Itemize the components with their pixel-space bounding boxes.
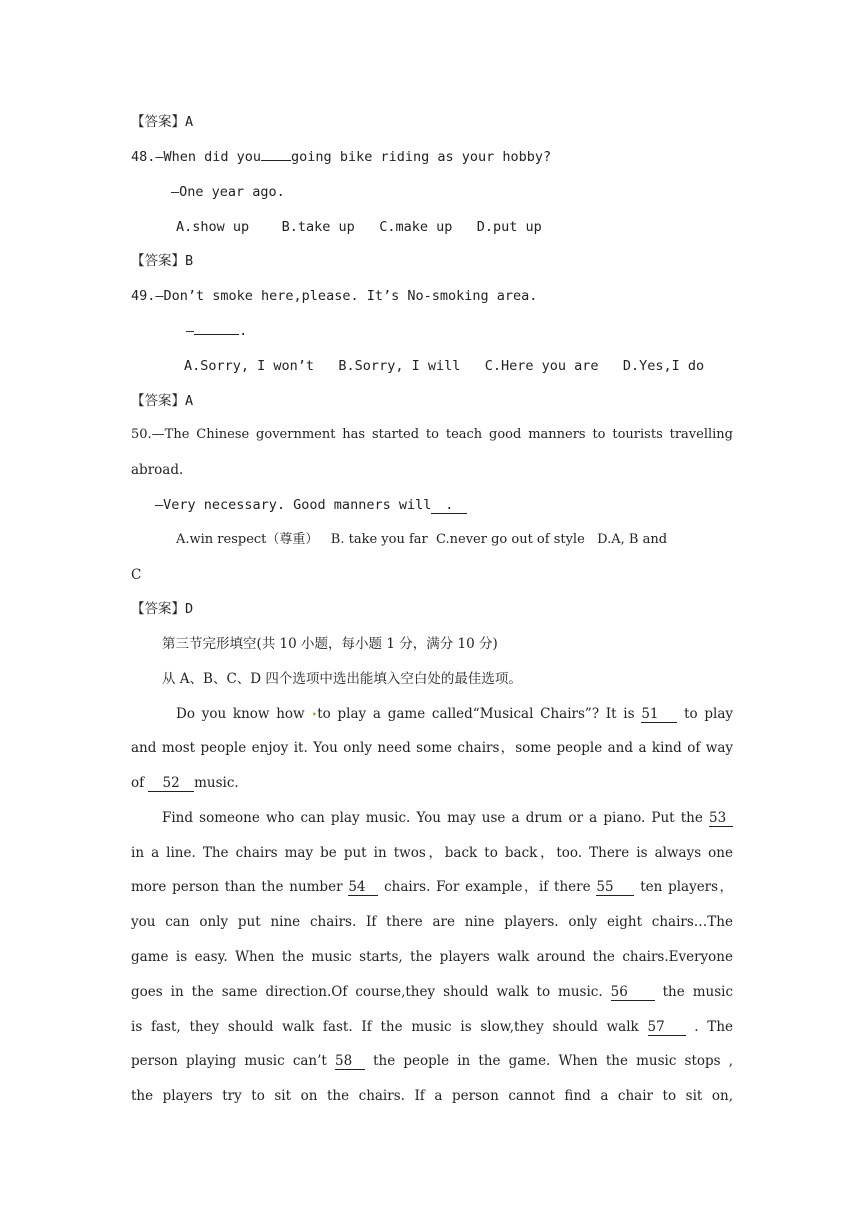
question-48-options: A.show up B.take up C.make up D.put up xyxy=(176,219,542,235)
passage-text: person playing music can’t xyxy=(131,1053,327,1069)
passage-text: to play a game called“Musical Chairs”? It is xyxy=(317,706,635,722)
passage-line-3 xyxy=(131,773,239,793)
passage-line-11 xyxy=(131,1051,733,1071)
question-49-dash: — xyxy=(186,323,195,339)
passage-text: Find someone who can play music. You may use a drum or a piano. Put the xyxy=(162,810,703,826)
passage-text: to play xyxy=(684,706,733,722)
question-49: 49.—Don’t smoke here,please. It’s No-smoking area. xyxy=(131,288,538,304)
section-instruction: 从 A、B、C、D 四个选项中选出能填入空白处的最佳选项。 xyxy=(162,671,522,687)
passage-text: the music xyxy=(662,984,734,1000)
answer-blank-49 xyxy=(194,334,239,335)
passage-line-10 xyxy=(131,1017,733,1037)
answer-49: 【答案】A xyxy=(131,393,194,409)
bullet-dot-icon: • xyxy=(311,710,318,721)
question-50-reply-suffix: . xyxy=(445,497,454,513)
passage-text: of xyxy=(131,775,145,791)
question-48-reply: —One year ago. xyxy=(171,184,285,200)
blank-54: 54 xyxy=(348,879,378,896)
blank-56: 56 xyxy=(611,984,655,1001)
blank-55: 55 xyxy=(596,879,634,896)
answer-48: 【答案】B xyxy=(131,253,194,269)
passage-text: music. xyxy=(194,775,239,791)
passage-line-12: the players try to sit on the chairs. If a person cannot find a chair to sit on, xyxy=(131,1088,733,1104)
passage-text: chairs. For example，if there xyxy=(384,879,591,895)
passage-text: . The xyxy=(694,1019,733,1035)
question-48-suffix: going bike riding as your hobby? xyxy=(291,149,552,165)
question-49-options: A.Sorry, I won’t B.Sorry, I will C.Here you are D.Yes,I do xyxy=(184,358,705,374)
question-50-line-1: 50.—The Chinese government has started to teach good manners to tourists travelling xyxy=(131,427,733,442)
passage-line-5: in a line. The chairs may be put in twos，back to back，too. There is always one xyxy=(131,845,733,861)
question-49-period: . xyxy=(239,323,248,339)
answer-blank-48 xyxy=(261,160,291,161)
passage-text: Do you know how xyxy=(176,706,305,722)
passage-line-1 xyxy=(176,704,733,726)
question-50-options-line-1: A.win respect（尊重） B. take you far C.never go out of style D.A, B and xyxy=(176,532,668,547)
blank-57: 57 xyxy=(648,1019,686,1036)
question-50-options-line-2: C xyxy=(131,567,142,583)
blank-52: 52 xyxy=(148,775,194,792)
passage-line-7: you can only put nine chairs. If there are nine players. only eight chairs…The xyxy=(131,914,733,930)
passage-text: the people in the game. When the music stops , xyxy=(373,1053,734,1069)
passage-text: ten players， xyxy=(640,879,734,895)
question-49-reply xyxy=(186,321,247,341)
question-50-line-2: abroad. xyxy=(131,462,184,478)
passage-text: more person than the number xyxy=(131,879,343,895)
section-heading: 第三节完形填空(共 10 小题，每小题 1 分，满分 10 分) xyxy=(162,636,498,652)
passage-line-8: game is easy. When the music starts, the players walk around the chairs.Everyone xyxy=(131,949,733,965)
passage-line-6 xyxy=(131,877,733,897)
blank-58: 58 xyxy=(335,1053,365,1070)
passage-text: is fast, they should walk fast. If the music is slow,they should walk xyxy=(131,1019,639,1035)
blank-51: 51 xyxy=(641,706,677,723)
blank-53: 53 xyxy=(709,810,733,827)
passage-text: goes in the same direction.Of course,they should walk to music. xyxy=(131,984,603,1000)
question-48-prefix: 48.—When did you xyxy=(131,149,262,165)
answer-50: 【答案】D xyxy=(131,601,194,617)
passage-line-4 xyxy=(162,808,733,828)
passage-line-9 xyxy=(131,982,733,1002)
passage-line-2: and most people enjoy it. You only need some chairs，some people and a kind of way xyxy=(131,740,733,756)
question-50-reply xyxy=(155,495,467,515)
answer-47: 【答案】A xyxy=(131,114,194,130)
answer-blank-50 xyxy=(431,497,467,514)
question-50-reply-prefix: —Very necessary. Good manners will xyxy=(155,497,432,513)
question-48 xyxy=(131,147,551,167)
